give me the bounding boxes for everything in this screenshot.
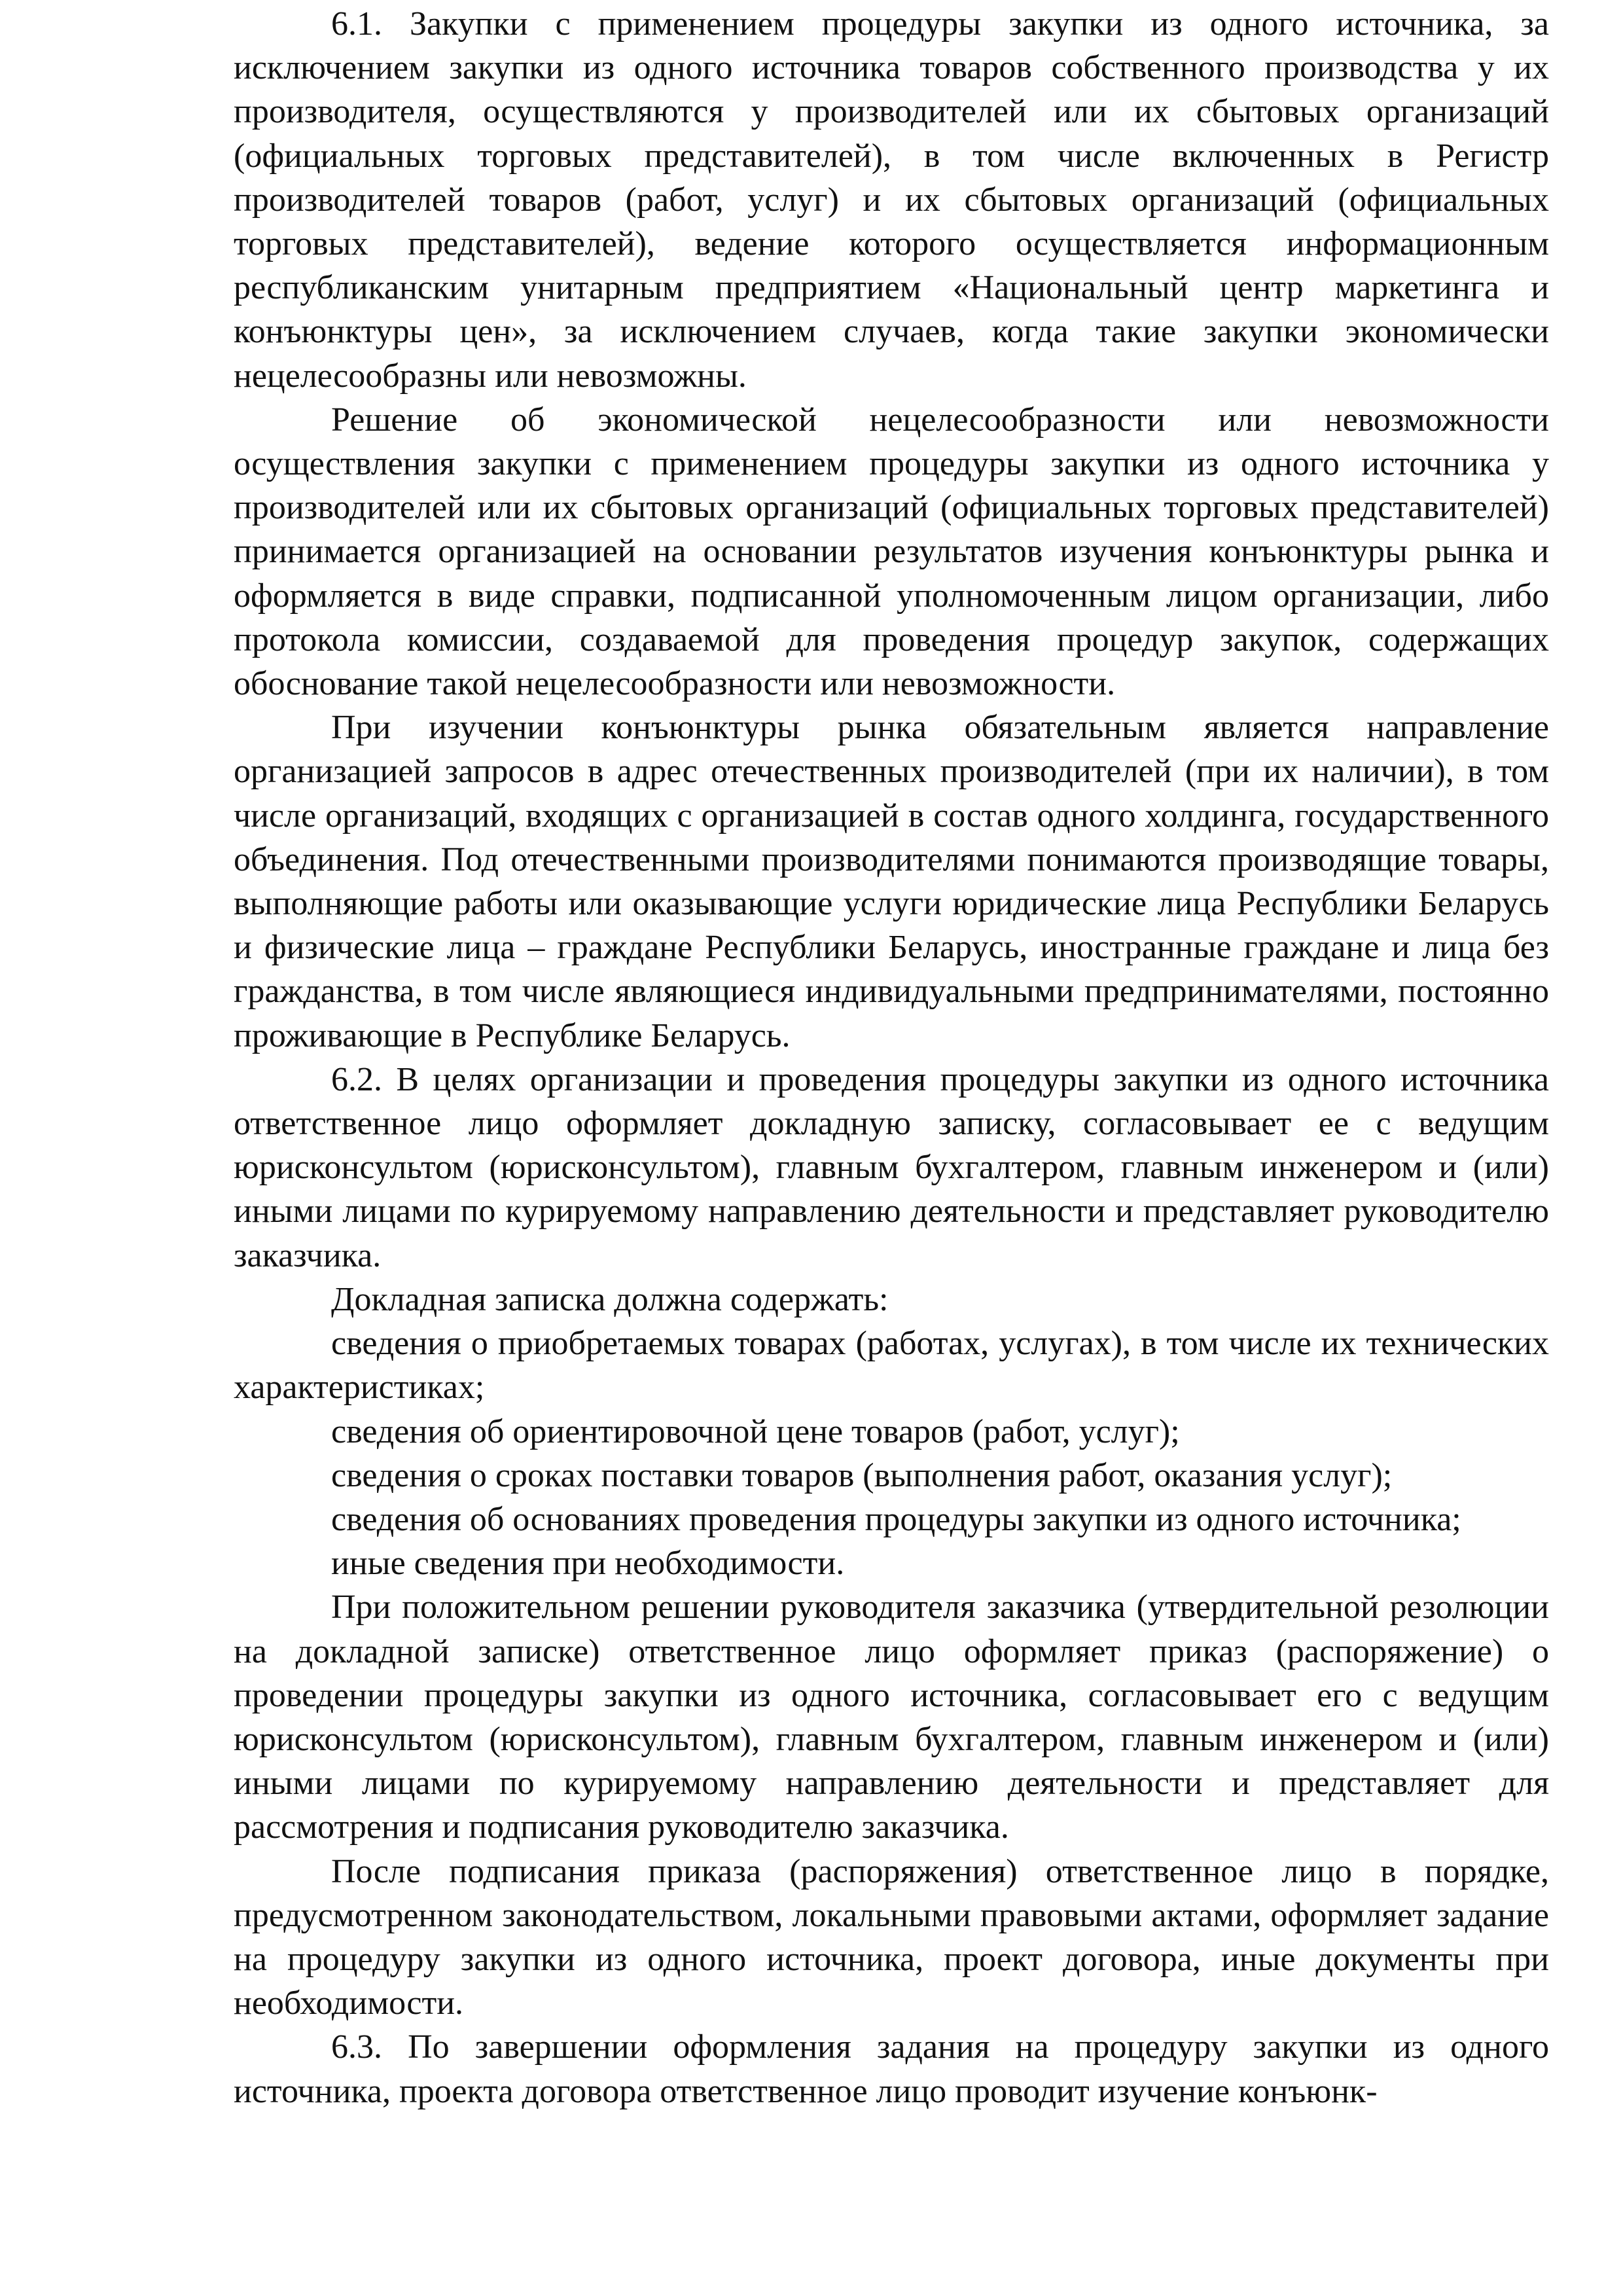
list-item: сведения об основаниях проведения процедуры закупки из одного источника; xyxy=(331,1500,1461,1538)
paragraph-memo-contents: Докладная записка должна содержать: xyxy=(331,1280,889,1318)
list-item: сведения о сроках поставки товаров (выполнения работ, оказания услуг); xyxy=(331,1456,1393,1494)
paragraph-after-signing: После подписания приказа (распоряжения) ответственное лицо в порядке, предусмотренном законодательством, локальными правовыми актами, оформляет задание на процедуру закупки из одного источника, проект договора, иные документы при необходимости. xyxy=(234,1852,1549,2022)
list-item: иные сведения при необходимости. xyxy=(331,1545,845,1583)
paragraph-6-2: 6.2. В целях организации и проведения процедуры закупки из одного источника ответственное лицо оформляет докладную записку, согласовывает ее с ведущим юрисконсультом (юрисконсультом), главным бухгалтером, главным инженером и (или) иными лицами по курируемому направлению деятельности и представляет руководителю заказчика. xyxy=(234,1060,1549,1274)
list-item: сведения об ориентировочной цене товаров (работ, услуг); xyxy=(331,1412,1180,1450)
paragraph-positive-decision: При положительном решении руководителя заказчика (утвердительной резолюции на докладной записке) ответственное лицо оформляет приказ (распоряжение) о проведении процедуры закупки из одного источника, согласовывает его с ведущим юрисконсультом (юрисконсультом), главным бухгалтером, главным инженером и (или) иными лицами по курируемому направлению деятельности и представляет для рассмотрения и подписания руководителю заказчика. xyxy=(234,1588,1549,1846)
document-body xyxy=(234,0,1549,2113)
paragraph-decision: Решение об экономической нецелесообразности или невозможности осуществления закупки с применением процедуры закупки из одного источника у производителей или их сбытовых организаций (официальных торговых представителей) принимается организацией на основании результатов изучения конъюнктуры рынка и оформляется в виде справки, подписанной уполномоченным лицом организации, либо протокола комиссии, создаваемой для проведения процедур закупок, содержащих обоснование такой нецелесообразности или невозможности. xyxy=(234,401,1549,703)
paragraph-6-1: 6.1. Закупки с применением процедуры закупки из одного источника, за исключением закупки из одного источника товаров собственного производства у их производителя, осуществляются у производителей или их сбытовых организаций (официальных торговых представителей), в том числе включенных в Регистр производителей товаров (работ, услуг) и их сбытовых организаций (официальных торговых представителей), ведение которого осуществляется информационным республиканским унитарным предприятием «Национальный центр маркетинга и конъюнктуры цен», за исключением случаев, когда такие закупки экономически нецелесообразны или невозможны. xyxy=(234,5,1549,395)
paragraph-6-3: 6.3. По завершении оформления задания на процедуру закупки из одного источника, проекта договора ответственное лицо проводит изучение конъюнк- xyxy=(234,2028,1549,2110)
paragraph-market-study: При изучении конъюнктуры рынка обязательным является направление организацией запросов в адрес отечественных производителей (при их наличии), в том числе организаций, входящих с организацией в состав одного холдинга, государственного объединения. Под отечественными производителями понимаются производящие товары, выполняющие работы или оказывающие услуги юридические лица Республики Беларусь и физические лица – граждане Республики Беларусь, иностранные граждане и лица без гражданства, в том числе являющиеся индивидуальными предпринимателями, постоянно проживающие в Республике Беларусь. xyxy=(234,709,1549,1054)
list-item: сведения о приобретаемых товарах (работах, услугах), в том числе их технических характеристиках; xyxy=(234,1325,1549,1407)
